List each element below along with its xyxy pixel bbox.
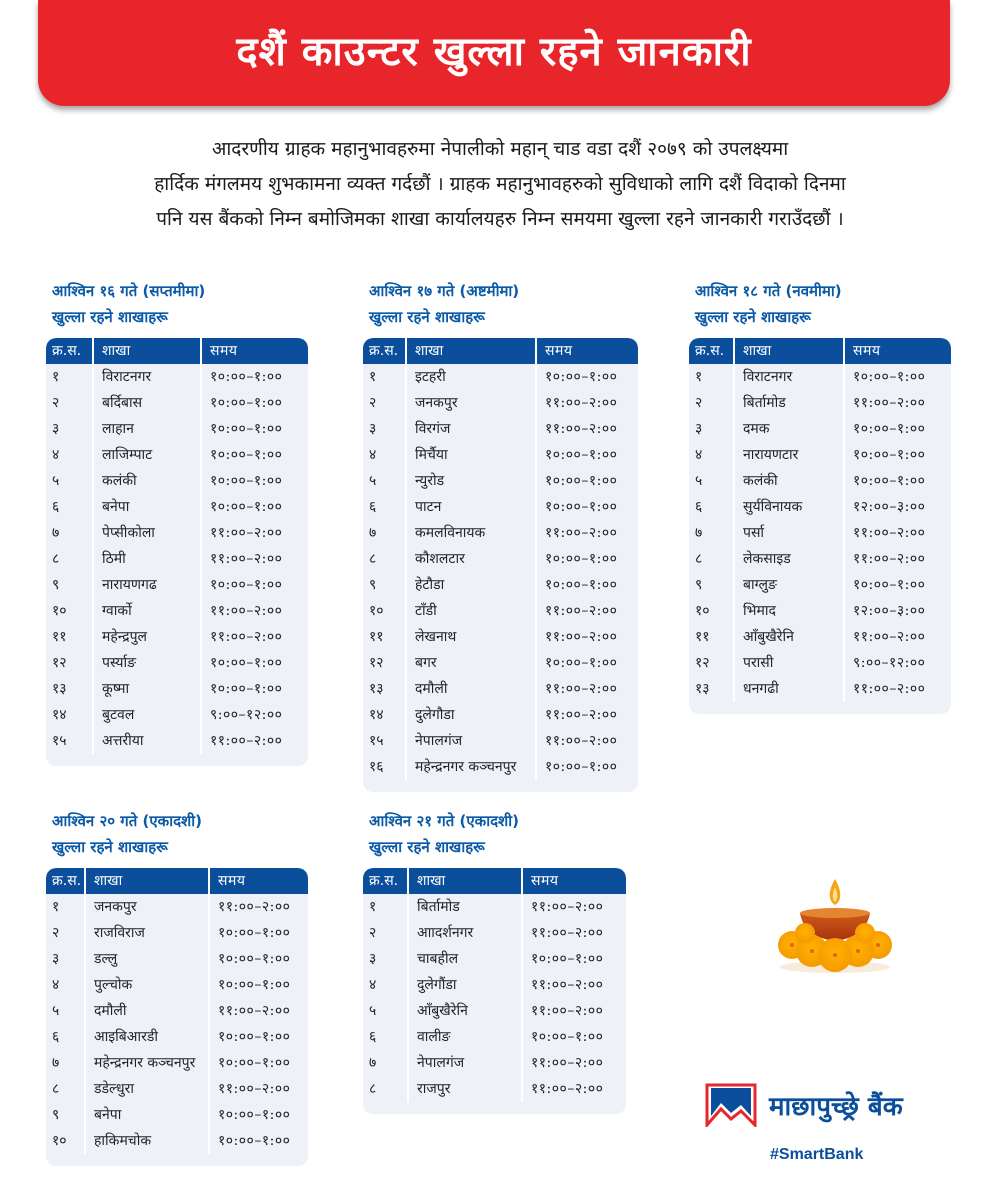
hashtag: #SmartBank [770, 1146, 864, 1163]
cell-sn: १२ [689, 650, 735, 676]
block-date-heading: आश्विन २१ गते (एकादशी) [369, 812, 519, 830]
cell-sn: ११ [46, 624, 94, 650]
table-row [46, 920, 308, 946]
cell-time: १२:००–३:०० [853, 499, 926, 515]
cell-branch: विराटनगर [94, 364, 202, 390]
column-header-sn: क्र.स. [46, 338, 94, 364]
cell-time: १०:००–१:०० [545, 473, 618, 489]
table-row [363, 416, 638, 442]
cell-branch: कलंकी [94, 468, 202, 494]
intro-line: पनि यस बैंकको निम्न बमोजिमका शाखा कार्यालयहरु निम्न समयमा खुल्ला रहने जानकारी गराउँदछौं । [156, 208, 844, 230]
cell-sn: १४ [363, 702, 407, 728]
cell-sn: १३ [689, 676, 735, 702]
table-row [689, 442, 951, 468]
cell-sn: १६ [363, 754, 407, 780]
cell-sn: ५ [363, 468, 407, 494]
cell-branch: परासी [735, 650, 845, 676]
cell-branch: राजविराज [86, 920, 210, 946]
cell-time: १०:००–१:०० [218, 1133, 291, 1149]
table-row [46, 702, 308, 728]
cell-sn: १५ [46, 728, 94, 754]
cell-sn: ११ [689, 624, 735, 650]
cell-time: १०:००–१:०० [210, 499, 283, 515]
cell-time: १०:००–१:०० [853, 447, 926, 463]
schedule-block-ashwin-20 [46, 808, 308, 1166]
cell-branch: डल्लु [86, 946, 210, 972]
cell-time: ११:००–२:०० [218, 1003, 291, 1019]
cell-branch: कलंकी [735, 468, 845, 494]
table-row [363, 972, 626, 998]
cell-time: ११:००–२:०० [210, 629, 283, 645]
table-row [46, 1024, 308, 1050]
table-row [363, 1076, 626, 1102]
cell-sn: ८ [689, 546, 735, 572]
block-subheading: खुल्ला रहने शाखाहरू [52, 308, 168, 326]
cell-branch: नारायणगढ [94, 572, 202, 598]
column-header-time: समय [545, 343, 573, 359]
cell-branch: विरगंज [407, 416, 537, 442]
cell-sn: १ [689, 364, 735, 390]
cell-branch: पुल्चोक [86, 972, 210, 998]
cell-time: ११:००–२:०० [545, 395, 618, 411]
cell-time: १०:००–१:०० [210, 395, 283, 411]
cell-time: ११:००–२:०० [531, 925, 604, 941]
schedule-block-ashwin-18 [689, 278, 951, 714]
cell-sn: १४ [46, 702, 94, 728]
cell-sn: १२ [46, 650, 94, 676]
table-row [363, 546, 638, 572]
cell-sn: ८ [363, 1076, 409, 1102]
cell-branch: जनकपुर [86, 894, 210, 920]
cell-time: १०:००–१:०० [210, 473, 283, 489]
cell-sn: ७ [46, 520, 94, 546]
cell-branch: महेन्द्रनगर कञ्चनपुर [407, 754, 537, 780]
cell-time: १०:००–१:०० [218, 977, 291, 993]
cell-sn: ९ [363, 572, 407, 598]
table-row [46, 416, 308, 442]
block-subheading: खुल्ला रहने शाखाहरू [695, 308, 811, 326]
cell-branch: महेन्द्रपुल [94, 624, 202, 650]
cell-sn: ३ [363, 946, 409, 972]
table-row [46, 364, 308, 390]
block-date-heading: आश्विन १८ गते (नवमीमा) [695, 282, 842, 300]
cell-branch: दुलेगौडा [407, 702, 537, 728]
cell-time: ११:००–२:०० [531, 1055, 604, 1071]
table-header-row [46, 868, 308, 894]
table-row [689, 364, 951, 390]
table-row [46, 972, 308, 998]
table-row [363, 894, 626, 920]
cell-branch: पेप्सीकोला [94, 520, 202, 546]
table-row [46, 572, 308, 598]
table-row [689, 572, 951, 598]
cell-sn: ५ [46, 468, 94, 494]
block-date-heading: आश्विन २० गते (एकादशी) [52, 812, 202, 830]
bank-name: माछापुच्छ्रे बैंक [769, 1092, 903, 1122]
cell-branch: बिर्तामोड [409, 894, 523, 920]
cell-time: १०:००–१:०० [545, 499, 618, 515]
table-row [689, 468, 951, 494]
cell-sn: ८ [363, 546, 407, 572]
cell-time: १०:००–१:०० [531, 951, 604, 967]
column-header-time: समय [531, 873, 559, 889]
cell-branch: इटहरी [407, 364, 537, 390]
column-header-sn: क्र.स. [363, 338, 407, 364]
cell-sn: ६ [46, 1024, 86, 1050]
cell-branch: लेकसाइड [735, 546, 845, 572]
table-header-row [689, 338, 951, 364]
table-row [363, 920, 626, 946]
block-subheading: खुल्ला रहने शाखाहरू [369, 308, 485, 326]
cell-branch: ठिमी [94, 546, 202, 572]
table-row [363, 702, 638, 728]
cell-branch: भिमाद [735, 598, 845, 624]
cell-time: ११:००–२:०० [853, 525, 926, 541]
cell-branch: अत्तरीया [94, 728, 202, 754]
schedule-block-ashwin-21 [363, 808, 626, 1114]
cell-time: १०:००–१:०० [210, 369, 283, 385]
cell-time: १०:००–१:०० [218, 1107, 291, 1123]
cell-time: ११:००–२:०० [210, 525, 283, 541]
cell-time: ११:००–२:०० [853, 395, 926, 411]
cell-sn: ९ [46, 572, 94, 598]
cell-time: १०:००–१:०० [210, 577, 283, 593]
table-row [46, 1102, 308, 1128]
cell-sn: ५ [46, 998, 86, 1024]
table-row [46, 624, 308, 650]
cell-time: १०:००–१:०० [545, 369, 618, 385]
block-date-heading: आश्विन १७ गते (अष्टमीमा) [369, 282, 520, 300]
cell-sn: ६ [363, 494, 407, 520]
table-row [363, 598, 638, 624]
cell-branch: बनेपा [86, 1102, 210, 1128]
table-header-row [363, 868, 626, 894]
cell-time: १०:००–१:०० [853, 577, 926, 593]
cell-branch: दमौली [407, 676, 537, 702]
cell-time: १०:००–१:०० [853, 369, 926, 385]
cell-time: ११:००–२:०० [545, 707, 618, 723]
cell-sn: २ [689, 390, 735, 416]
column-header-sn: क्र.स. [46, 868, 86, 894]
cell-sn: १२ [363, 650, 407, 676]
cell-time: ११:००–२:०० [545, 421, 618, 437]
table-row [46, 598, 308, 624]
cell-time: ११:००–२:०० [853, 681, 926, 697]
column-header-branch: शाखा [94, 338, 202, 364]
table-row [363, 650, 638, 676]
cell-branch: आादर्शनगर [409, 920, 523, 946]
cell-sn: ४ [363, 972, 409, 998]
table-row [363, 390, 638, 416]
cell-time: ११:००–२:०० [545, 681, 618, 697]
table-row [46, 894, 308, 920]
column-header-time: समय [218, 873, 246, 889]
cell-time: ९:००–१२:०० [853, 655, 926, 671]
cell-sn: ३ [689, 416, 735, 442]
cell-sn: १३ [363, 676, 407, 702]
cell-sn: २ [46, 390, 94, 416]
cell-branch: नेपालगंज [409, 1050, 523, 1076]
cell-branch: टाँडी [407, 598, 537, 624]
cell-branch: बाग्लुङ [735, 572, 845, 598]
cell-branch: जनकपुर [407, 390, 537, 416]
cell-time: १०:००–१:०० [545, 759, 618, 775]
table-row [46, 1076, 308, 1102]
cell-sn: २ [46, 920, 86, 946]
cell-branch: नेपालगंज [407, 728, 537, 754]
cell-sn: ९ [46, 1102, 86, 1128]
cell-time: १०:००–१:०० [210, 681, 283, 697]
cell-time: ११:००–२:०० [531, 899, 604, 915]
table-row [363, 1024, 626, 1050]
cell-sn: १ [363, 364, 407, 390]
cell-sn: १० [46, 1128, 86, 1154]
table-row [46, 494, 308, 520]
block-subheading: खुल्ला रहने शाखाहरू [369, 838, 485, 856]
table-row [363, 754, 638, 780]
cell-branch: कौशलटार [407, 546, 537, 572]
cell-sn: ५ [689, 468, 735, 494]
cell-sn: २ [363, 920, 409, 946]
cell-sn: २ [363, 390, 407, 416]
cell-branch: मिर्चैया [407, 442, 537, 468]
cell-time: १०:००–१:०० [218, 925, 291, 941]
cell-branch: बर्दिबास [94, 390, 202, 416]
cell-branch: दमक [735, 416, 845, 442]
table-row [46, 520, 308, 546]
cell-sn: ९ [689, 572, 735, 598]
page-title: दशैं काउन्टर खुल्ला रहने जानकारी [236, 28, 752, 75]
cell-branch: दमौली [86, 998, 210, 1024]
cell-branch: लेखनाथ [407, 624, 537, 650]
cell-time: १०:००–१:०० [218, 1055, 291, 1071]
schedule-block-ashwin-16 [46, 278, 308, 766]
column-header-sn: क्र.स. [689, 338, 735, 364]
cell-sn: १० [46, 598, 94, 624]
cell-branch: आइबिआरडी [86, 1024, 210, 1050]
cell-sn: १ [46, 364, 94, 390]
cell-branch: पाटन [407, 494, 537, 520]
cell-sn: ७ [363, 1050, 409, 1076]
cell-time: १०:००–१:०० [545, 577, 618, 593]
schedule-block-ashwin-17 [363, 278, 638, 792]
cell-time: १०:००–१:०० [210, 655, 283, 671]
cell-time: १०:००–१:०० [210, 421, 283, 437]
cell-time: ११:००–२:०० [853, 629, 926, 645]
cell-branch: न्युरोड [407, 468, 537, 494]
branch-schedule-table [689, 338, 951, 714]
bank-logo [705, 1080, 945, 1130]
column-header-branch: शाखा [86, 868, 210, 894]
table-row [46, 390, 308, 416]
table-row [689, 416, 951, 442]
cell-time: १०:००–१:०० [853, 421, 926, 437]
table-row [689, 650, 951, 676]
table-row [363, 676, 638, 702]
cell-sn: ७ [46, 1050, 86, 1076]
cell-time: ११:००–२:०० [531, 1003, 604, 1019]
cell-time: ११:००–२:०० [210, 603, 283, 619]
cell-time: ११:००–२:०० [531, 1081, 604, 1097]
cell-branch: बिर्तामोड [735, 390, 845, 416]
cell-sn: ६ [363, 1024, 409, 1050]
cell-branch: दुलेगौंडा [409, 972, 523, 998]
cell-time: ९:००–१२:०० [210, 707, 283, 723]
table-row [46, 468, 308, 494]
column-header-sn: क्र.स. [363, 868, 409, 894]
intro-line: आदरणीय ग्राहक महानुभावहरुमा नेपालीको महान् चाड वडा दशैं २०७९ को उपलक्ष्यमा [211, 138, 789, 160]
column-header-branch: शाखा [407, 338, 537, 364]
cell-branch: पर्स्याङ [94, 650, 202, 676]
cell-time: ११:००–२:०० [210, 733, 283, 749]
intro-paragraph [60, 132, 940, 237]
cell-branch: आँबुखैरेनि [409, 998, 523, 1024]
cell-time: १०:००–१:०० [545, 551, 618, 567]
cell-sn: ११ [363, 624, 407, 650]
cell-sn: १ [46, 894, 86, 920]
cell-branch: राजपुर [409, 1076, 523, 1102]
table-row [689, 598, 951, 624]
branch-schedule-table [46, 868, 308, 1166]
table-row [46, 546, 308, 572]
table-row [46, 650, 308, 676]
cell-time: ११:००–२:०० [210, 551, 283, 567]
cell-sn: ५ [363, 998, 409, 1024]
cell-branch: पर्सा [735, 520, 845, 546]
table-row [363, 998, 626, 1024]
column-header-time: समय [853, 343, 881, 359]
cell-branch: डडेल्धुरा [86, 1076, 210, 1102]
table-row [46, 728, 308, 754]
cell-branch: कूष्मा [94, 676, 202, 702]
table-row [689, 546, 951, 572]
title-banner [38, 0, 950, 106]
cell-sn: ६ [689, 494, 735, 520]
table-row [46, 676, 308, 702]
block-subheading: खुल्ला रहने शाखाहरू [52, 838, 168, 856]
cell-time: १२:००–३:०० [853, 603, 926, 619]
table-header-row [363, 338, 638, 364]
cell-time: ११:००–२:०० [853, 551, 926, 567]
cell-branch: लाजिम्पाट [94, 442, 202, 468]
cell-sn: ४ [689, 442, 735, 468]
table-row [689, 390, 951, 416]
cell-sn: १५ [363, 728, 407, 754]
table-row [363, 520, 638, 546]
cell-branch: नारायणटार [735, 442, 845, 468]
cell-time: १०:००–१:०० [531, 1029, 604, 1045]
cell-sn: ४ [363, 442, 407, 468]
cell-branch: कमलविनायक [407, 520, 537, 546]
diya-with-marigolds-icon [770, 875, 900, 975]
cell-sn: ८ [46, 546, 94, 572]
table-row [46, 998, 308, 1024]
cell-sn: १० [363, 598, 407, 624]
table-row [363, 364, 638, 390]
cell-branch: वालीङ [409, 1024, 523, 1050]
column-header-branch: शाखा [735, 338, 845, 364]
cell-sn: १० [689, 598, 735, 624]
table-row [46, 946, 308, 972]
cell-sn: ७ [363, 520, 407, 546]
cell-branch: सुर्यविनायक [735, 494, 845, 520]
table-row [46, 1128, 308, 1154]
cell-sn: ३ [363, 416, 407, 442]
cell-branch: बुटवल [94, 702, 202, 728]
cell-sn: १ [363, 894, 409, 920]
cell-time: ११:००–२:०० [531, 977, 604, 993]
cell-branch: हाकिमचोक [86, 1128, 210, 1154]
cell-time: १०:००–१:०० [218, 1029, 291, 1045]
cell-time: १०:००–१:०० [853, 473, 926, 489]
cell-time: १०:००–१:०० [218, 951, 291, 967]
cell-sn: ४ [46, 442, 94, 468]
branch-schedule-table [363, 868, 626, 1114]
table-row [689, 494, 951, 520]
cell-branch: आँबुखैरेनि [735, 624, 845, 650]
cell-branch: बगर [407, 650, 537, 676]
cell-branch: हेटौडा [407, 572, 537, 598]
cell-sn: ७ [689, 520, 735, 546]
table-row [689, 676, 951, 702]
cell-time: ११:००–२:०० [545, 525, 618, 541]
cell-sn: ३ [46, 946, 86, 972]
table-row [363, 946, 626, 972]
branch-schedule-table [363, 338, 638, 792]
cell-time: १०:००–१:०० [210, 447, 283, 463]
table-row [46, 442, 308, 468]
cell-sn: ८ [46, 1076, 86, 1102]
cell-branch: लाहान [94, 416, 202, 442]
table-row [363, 494, 638, 520]
cell-time: १०:००–१:०० [545, 447, 618, 463]
table-header-row [46, 338, 308, 364]
cell-branch: विराटनगर [735, 364, 845, 390]
cell-branch: ग्वार्को [94, 598, 202, 624]
cell-branch: बनेपा [94, 494, 202, 520]
table-row [46, 1050, 308, 1076]
cell-time: ११:००–२:०० [218, 899, 291, 915]
cell-time: ११:००–२:०० [545, 629, 618, 645]
cell-sn: ६ [46, 494, 94, 520]
cell-sn: ४ [46, 972, 86, 998]
branch-schedule-table [46, 338, 308, 766]
column-header-branch: शाखा [409, 868, 523, 894]
mountain-logo-icon [705, 1083, 757, 1127]
table-row [689, 520, 951, 546]
table-row [363, 442, 638, 468]
block-date-heading: आश्विन १६ गते (सप्तमीमा) [52, 282, 206, 300]
table-row [363, 728, 638, 754]
table-row [363, 468, 638, 494]
table-row [689, 624, 951, 650]
column-header-time: समय [210, 343, 238, 359]
cell-branch: चाबहील [409, 946, 523, 972]
cell-sn: १३ [46, 676, 94, 702]
cell-time: ११:००–२:०० [218, 1081, 291, 1097]
cell-sn: ३ [46, 416, 94, 442]
cell-branch: धनगढी [735, 676, 845, 702]
cell-time: ११:००–२:०० [545, 603, 618, 619]
table-row [363, 1050, 626, 1076]
cell-branch: महेन्द्रनगर कञ्चनपुर [86, 1050, 210, 1076]
cell-time: १०:००–१:०० [545, 655, 618, 671]
intro-line: हार्दिक मंगलमय शुभकामना व्यक्त गर्दछौं । ग्राहक महानुभावहरुको सुविधाको लागि दशैं विदाको दिनमा [154, 173, 846, 195]
cell-time: ११:००–२:०० [545, 733, 618, 749]
table-row [363, 624, 638, 650]
table-row [363, 572, 638, 598]
